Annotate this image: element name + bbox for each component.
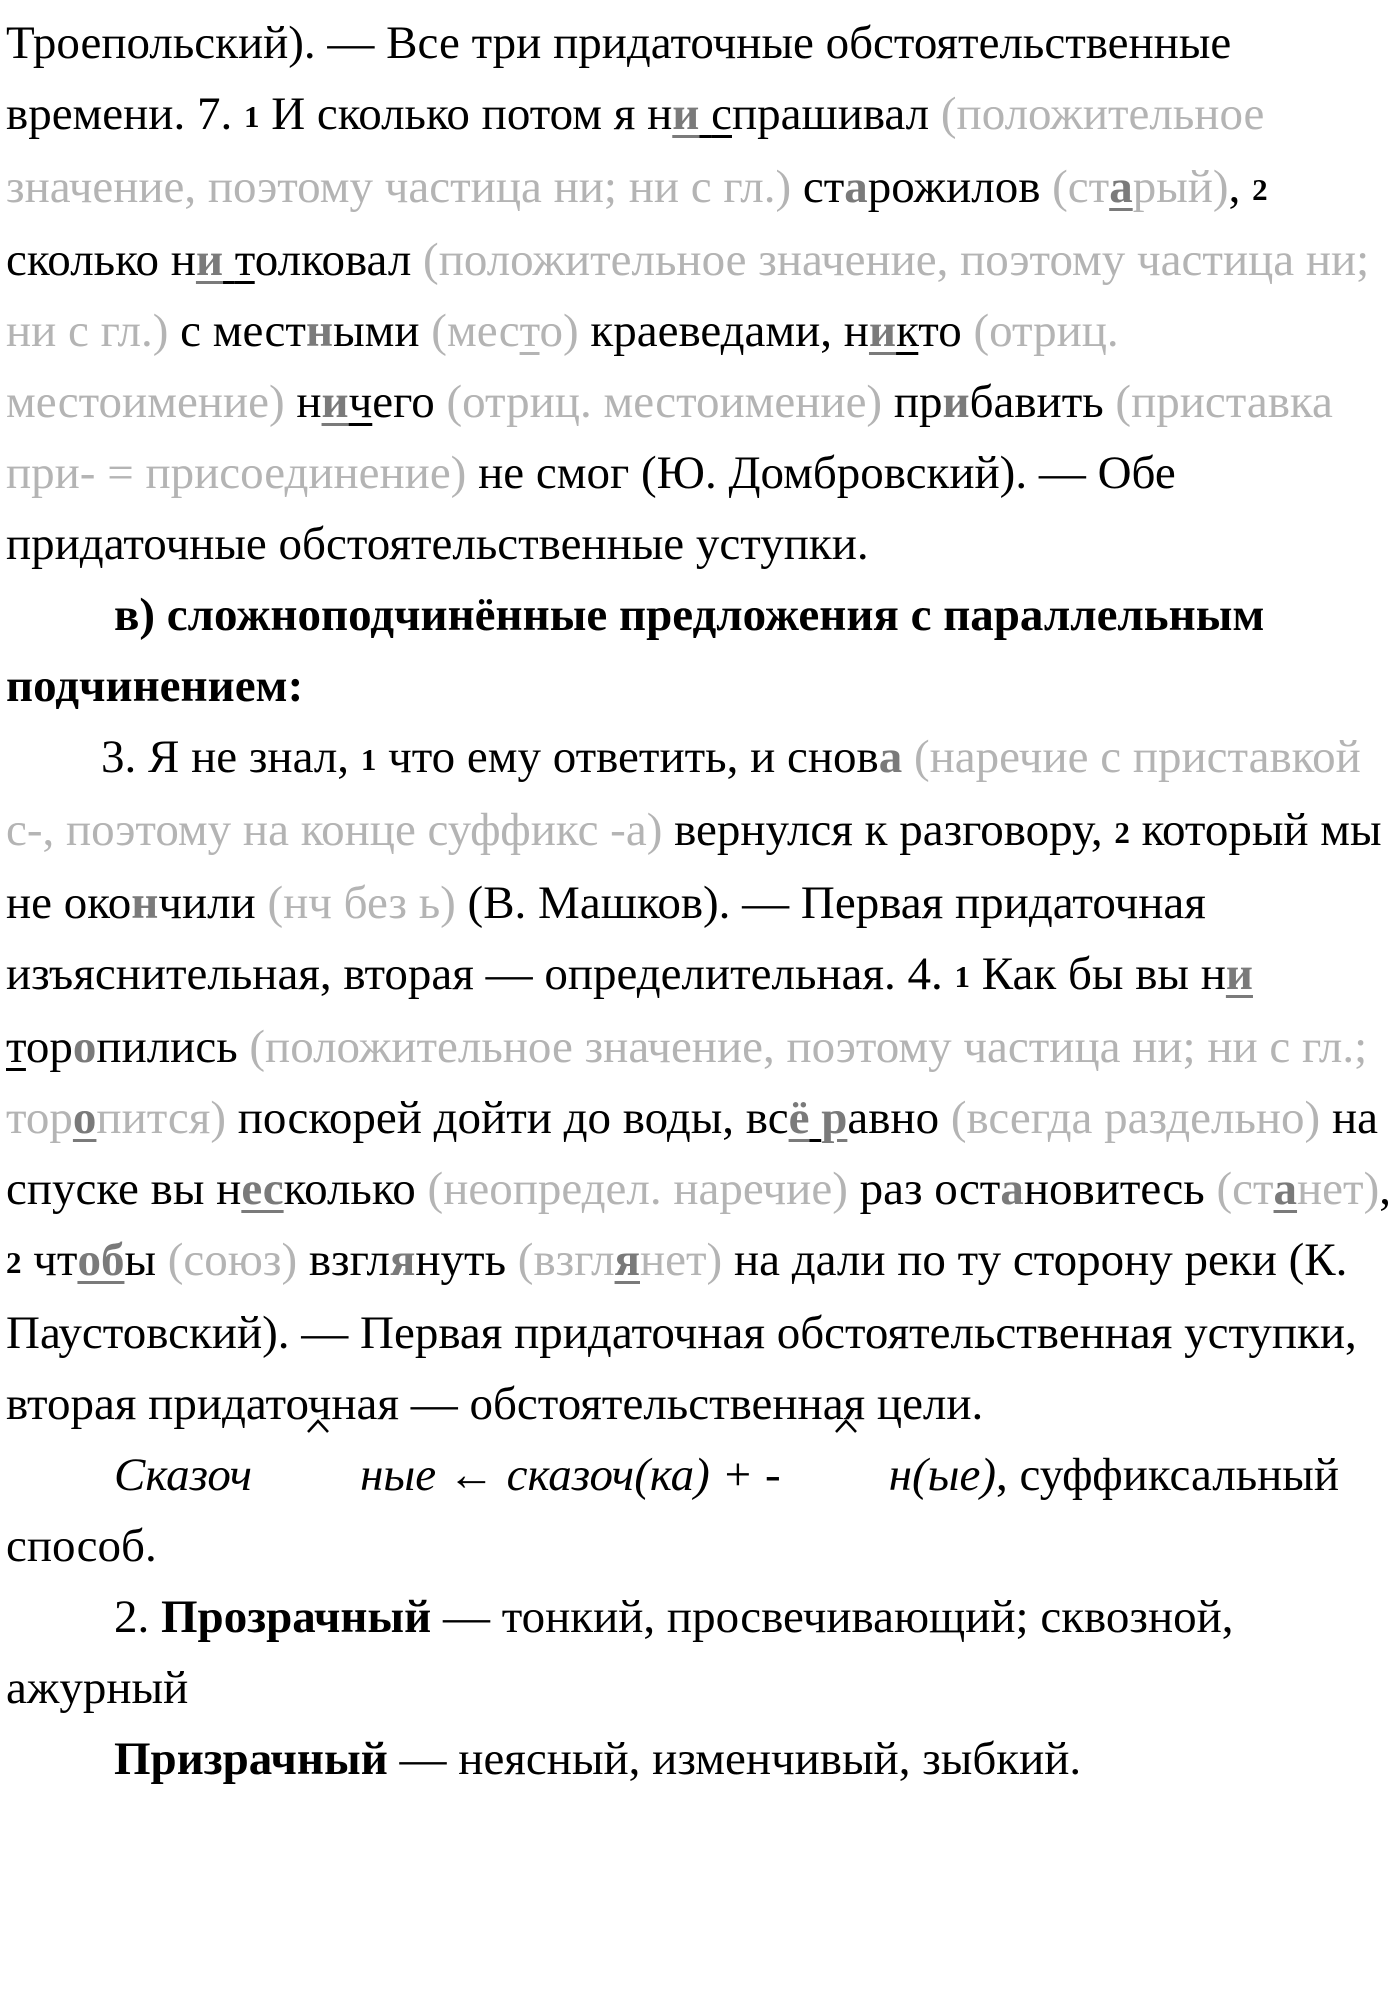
caret-icon	[306, 1418, 330, 1434]
paragraph-5	[6, 1724, 1394, 1795]
text: пились	[96, 1021, 250, 1073]
text: Троепольский). — Все три придаточные обстоятельственные времени. 7.	[6, 17, 1232, 140]
text: взгл	[297, 1234, 390, 1286]
text: краеведами, н	[578, 305, 869, 357]
gray-note: нет)	[1297, 1163, 1380, 1215]
gray-note: (взгл	[517, 1234, 615, 1286]
gray-note: (положительное значение, поэтому частица ни; ни с гл.)	[6, 234, 1370, 357]
text: — неясный, изменчивый, зыбкий.	[387, 1733, 1082, 1785]
text: бавить	[969, 376, 1116, 428]
gray-note: (мес	[431, 305, 520, 357]
gray-note: (положительное значение, поэтому частица ни; ни с гл.)	[6, 88, 1265, 213]
text: его	[372, 376, 447, 428]
italic-text: ые ← сказоч(ка) + -	[383, 1449, 781, 1501]
gray-note: (неопредел. наречие)	[427, 1163, 848, 1215]
text: ст	[791, 161, 845, 213]
italic-text: н	[360, 1449, 384, 1501]
text: рожилов	[867, 161, 1053, 213]
caret-icon	[834, 1418, 858, 1434]
highlight-letter: о	[72, 1021, 97, 1073]
underline-space	[699, 88, 711, 140]
text: колько	[283, 1163, 428, 1215]
underlined-letter: ч	[348, 376, 373, 428]
text: ы	[124, 1234, 168, 1286]
text: с мест	[168, 305, 306, 357]
text: не смог (Ю. Домбровский). — Обе придаточные обстоятельственные уступки.	[6, 447, 1176, 570]
gray-note: о)	[539, 305, 579, 357]
highlight-letter: ё	[788, 1092, 810, 1144]
highlight-letter: а	[1000, 1163, 1024, 1215]
gray-note: (нч без ь)	[267, 877, 456, 929]
highlight-letter: н	[305, 305, 334, 357]
italic-text: (ые)	[912, 1449, 997, 1501]
text: вернулся к разговору,	[662, 804, 1115, 856]
highlight-letter: я	[389, 1234, 416, 1286]
text: 3. Я не знал,	[101, 731, 361, 783]
paragraph-2	[6, 722, 1394, 1440]
gray-note: (отриц. местоимение)	[6, 305, 1119, 428]
text: который мы не око	[6, 804, 1382, 929]
text: чт	[21, 1234, 78, 1286]
bold-term: Прозрачный	[161, 1591, 432, 1643]
text: И сколько потом я н	[259, 88, 673, 140]
highlight-letter: и	[942, 376, 970, 428]
text: олковал	[254, 234, 424, 286]
gray-note: рый)	[1132, 161, 1229, 213]
highlight-letter: я	[614, 1234, 640, 1286]
highlight-letter: и	[321, 376, 349, 428]
gray-note: (отриц. местоимение)	[446, 376, 883, 428]
gray-note: пится)	[96, 1092, 226, 1144]
gray-note: (приставка при- = присоединение)	[6, 376, 1333, 499]
highlight-letter: а	[844, 161, 868, 213]
underlined-letter: т	[6, 1021, 26, 1073]
highlight-letter: а	[1273, 1163, 1298, 1215]
text: на спуске вы н	[6, 1092, 1378, 1215]
underlined-letter: с	[711, 88, 732, 140]
text: ор	[25, 1021, 73, 1073]
gray-note: (наречие с приставкой с-, поэтому на конце суффикс -а)	[6, 731, 1361, 856]
text: 2.	[114, 1591, 161, 1643]
italic-text: Сказоч	[114, 1449, 253, 1501]
suffix-mark	[252, 1440, 383, 1511]
text: ,	[1379, 1163, 1391, 1215]
text: то	[918, 305, 974, 357]
highlight-letter: и	[868, 305, 897, 357]
suffix-mark	[781, 1440, 912, 1511]
italic-text: н	[888, 1449, 913, 1501]
text	[902, 731, 914, 783]
underlined-letter: к	[896, 305, 919, 357]
highlight-letter: р	[821, 1092, 848, 1144]
paragraph-1	[6, 8, 1394, 580]
paragraph-4	[6, 1582, 1394, 1724]
text: прашивал	[731, 88, 941, 140]
gray-note: (всегда раздельно)	[950, 1092, 1321, 1144]
underline-space	[809, 1092, 821, 1144]
highlight-letter: а	[878, 731, 903, 783]
text: н	[284, 376, 322, 428]
clause-number: 1	[954, 959, 971, 994]
gray-note: (положительное значение, поэтому частица ни; ни с гл.; тор	[6, 1021, 1368, 1144]
text: нуть	[415, 1234, 518, 1286]
text: на дали по ту сторону реки (К. Паустовский). — Первая придаточная обстоятельственная уступки, вторая придаточная — обстоятельственная цели.	[6, 1234, 1357, 1430]
clause-number: 1	[243, 99, 260, 134]
text: поскорей дойти до воды, вс	[225, 1092, 789, 1144]
text: авно	[847, 1092, 951, 1144]
text: чили	[158, 877, 268, 929]
text: что ему ответить, и снов	[376, 731, 879, 783]
highlight-letter: и	[195, 234, 224, 286]
underlined-letter: т	[234, 234, 255, 286]
highlight-letter: о	[72, 1092, 97, 1144]
gray-note: нет)	[640, 1234, 723, 1286]
clause-number: 2	[1114, 815, 1130, 850]
bold-term: Призрачный	[114, 1733, 388, 1785]
word-formation-line	[6, 1440, 1394, 1582]
gray-note: (ст	[1216, 1163, 1274, 1215]
underlined-note-letter: т	[519, 305, 540, 357]
highlight-letter: ес	[241, 1163, 284, 1215]
highlight-letter: и	[1225, 948, 1253, 1000]
underline-space	[223, 234, 235, 286]
clause-number: 2	[6, 1245, 22, 1280]
text: ыми	[333, 305, 432, 357]
text: , суффиксальный способ.	[6, 1449, 1340, 1572]
text: пр	[882, 376, 943, 428]
highlight-letter: а	[1109, 161, 1133, 213]
clause-number: 2	[1252, 172, 1268, 207]
gray-note: (союз)	[167, 1234, 298, 1286]
text: — тонкий, просвечивающий; сквозной, ажурный	[6, 1591, 1234, 1714]
highlight-letter: и	[672, 88, 700, 140]
text: раз ост	[847, 1163, 1001, 1215]
section-heading: в) сложноподчинённые предложения с параллельным подчинением:	[6, 589, 1265, 712]
highlight-letter: н	[131, 877, 159, 929]
gray-note: (ст	[1052, 161, 1110, 213]
text: Как бы вы н	[970, 948, 1226, 1000]
text: ,	[1228, 161, 1253, 213]
highlight-letter: об	[77, 1234, 125, 1286]
text: (В. Машков). — Первая придаточная изъяснительная, вторая — определительная. 4.	[6, 877, 1206, 1000]
text: сколько н	[6, 234, 196, 286]
text: новитесь	[1023, 1163, 1217, 1215]
clause-number: 1	[360, 742, 377, 777]
